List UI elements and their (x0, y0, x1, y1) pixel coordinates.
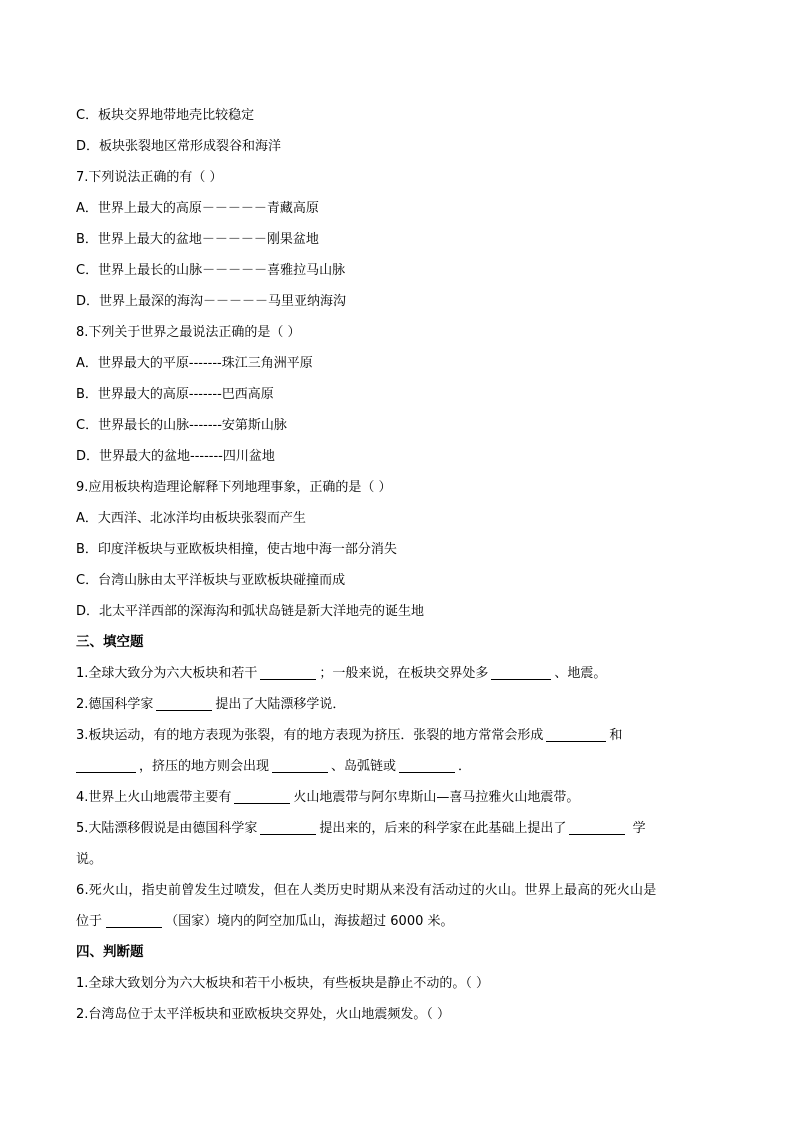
fill-q1-blank-1[interactable] (260, 666, 316, 680)
fill-q2-blank-1[interactable] (156, 697, 212, 711)
worksheet-page (76, 100, 726, 1030)
q8-option-a: A．世界最大的平原-------珠江三角洲平原 (76, 356, 313, 371)
q9-option-b: B．印度洋板块与亚欧板块相撞，使古地中海一部分消失 (76, 542, 397, 557)
q6-option-d: D．板块张裂地区常形成裂谷和海洋 (76, 139, 282, 154)
fill-q2: 2.德国科学家 提出了大陆漂移学说． (76, 697, 346, 712)
fill-q1: 1.全球大致分为六大板块和若干 ；一般来说，在板块交界处多 、地震。 (76, 666, 607, 681)
fill-q3-blank-3[interactable] (272, 759, 328, 773)
fill-q6-line2-prefix: 位于 (76, 914, 107, 929)
fill-q3-blank-1[interactable] (546, 728, 606, 742)
fill-q6-blank-1[interactable] (106, 914, 162, 928)
q7-stem: 7.下列说法正确的有（ ） (76, 170, 223, 185)
q8-option-d: D．世界最大的盆地-------四川盆地 (76, 449, 275, 464)
fill-q4: 4.世界上火山地震带主要有 火山地震带与阿尔卑斯山—喜马拉雅火山地震带。 (76, 790, 580, 805)
section-fill-blank-title: 三、填空题 (76, 634, 144, 650)
q8-option-c: C．世界最长的山脉-------安第斯山脉 (76, 418, 287, 433)
q9-stem: 9.应用板块构造理论解释下列地理事象，正确的是（ ） (76, 480, 392, 495)
fill-q3-line2: ，挤压的地方则会出现 、岛弧链或 ． (76, 751, 726, 782)
fill-q5-line1-tail: 学 (632, 821, 646, 836)
q7-option-b: B．世界上最大的盆地－－－－－刚果盆地 (76, 232, 319, 247)
fill-q5-line1: 5.大陆漂移假说是由德国科学家 提出来的，后来的科学家在此基础上提出了 学 (76, 821, 646, 836)
q7-option-a: A．世界上最大的高原－－－－－青藏高原 (76, 201, 319, 216)
fill-q5-line2: 说。 (76, 852, 103, 867)
fill-q6-line1: 6.死火山，指史前曾发生过喷发，但在人类历史时期从来没有活动过的火山。世界上最高的死火山是 (76, 883, 657, 898)
fill-q1-blank-2[interactable] (491, 666, 551, 680)
q7-option-c: C．世界上最长的山脉－－－－－喜雅拉马山脉 (76, 263, 346, 278)
tf-q2: 2.台湾岛位于太平洋板块和亚欧板块交界处，火山地震频发。（ ） (76, 1007, 451, 1022)
fill-q3-line1: 3.板块运动，有的地方表现为张裂，有的地方表现为挤压．张裂的地方常常会形成 和 (76, 728, 623, 743)
q6-option-c: C．板块交界地带地壳比较稳定 (76, 108, 255, 123)
q9-option-d: D．北太平洋西部的深海沟和弧状岛链是新大洋地壳的诞生地 (76, 604, 425, 619)
q9-option-c: C．台湾山脉由太平洋板块与亚欧板块碰撞而成 (76, 573, 346, 588)
fill-q3-blank-2[interactable] (76, 759, 136, 773)
fill-q6-line2: 位于 （国家）境内的阿空加瓜山，海拔超过 6000 米。 (76, 914, 454, 929)
fill-q5-blank-2[interactable] (569, 821, 625, 835)
section-true-false-title: 四、判断题 (76, 944, 144, 960)
q8-stem: 8.下列关于世界之最说法正确的是（ ） (76, 325, 301, 340)
q8-option-b: B．世界最大的高原-------巴西高原 (76, 387, 274, 402)
fill-q4-blank-1[interactable] (234, 790, 290, 804)
q9-option-a: A．大西洋、北冰洋均由板块张裂而产生 (76, 511, 306, 526)
tf-q1: 1.全球大致划分为六大板块和若干小板块，有些板块是静止不动的。（ ） (76, 976, 490, 991)
q7-option-d: D．世界上最深的海沟－－－－－马里亚纳海沟 (76, 294, 347, 309)
fill-q3-blank-4[interactable] (399, 759, 455, 773)
fill-q5-blank-1[interactable] (260, 821, 316, 835)
